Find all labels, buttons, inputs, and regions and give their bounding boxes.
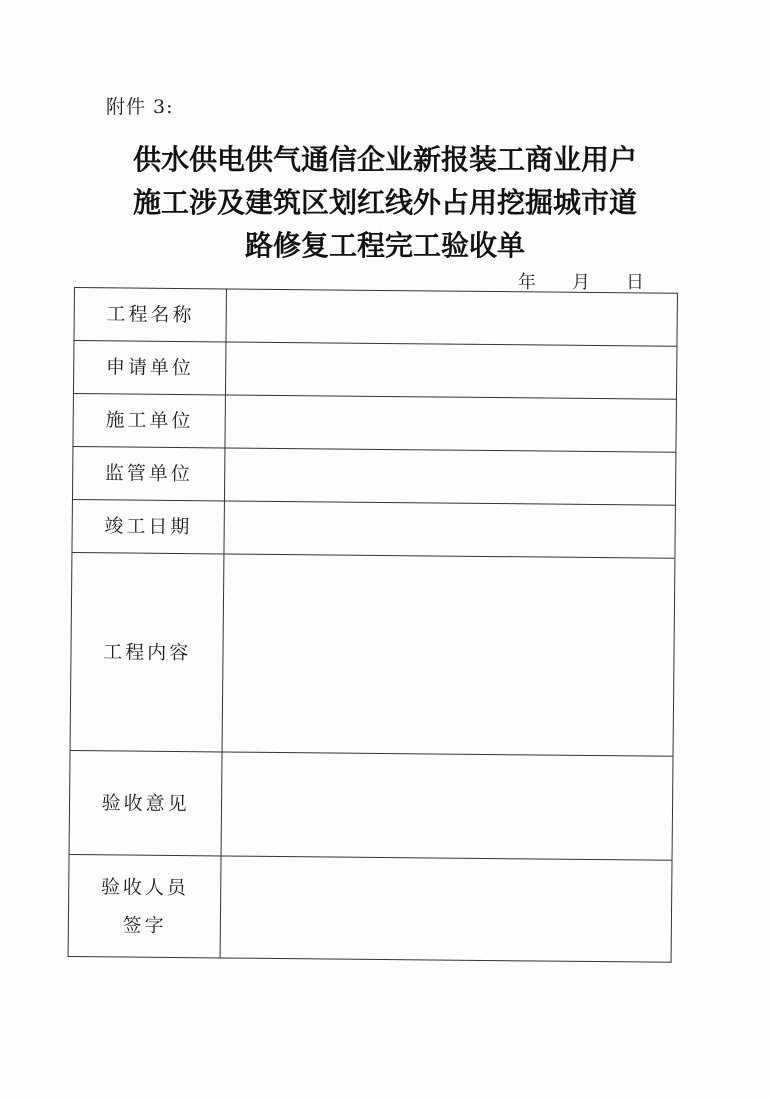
row-inspector-signature [68,854,672,962]
row-contractor [73,393,676,452]
title-line-2: 施工涉及建筑区划红线外占用挖掘城市道 [132,186,637,219]
acceptance-opinion-label: 验收意见 [69,750,222,855]
row-project-content [70,552,675,756]
inspector-signature-label [68,854,221,957]
date-day-label: 日 [626,272,644,293]
date-month-label: 月 [572,272,590,293]
attachment-label: 附件 3: [106,96,174,118]
date-year-label: 年 [518,272,536,293]
applicant-field[interactable] [226,342,677,399]
project-content-label: 工程内容 [70,552,224,751]
completion-date-field[interactable] [224,501,675,558]
signature-label-line-1: 验收人员 [100,875,190,899]
row-supervisor [72,446,675,505]
acceptance-opinion-field[interactable] [221,752,673,860]
applicant-label: 申请单位 [73,341,226,395]
project-name-field[interactable] [226,289,677,346]
row-acceptance-opinion [69,750,673,860]
supervisor-label: 监管单位 [72,446,225,500]
contractor-field[interactable] [225,395,676,452]
date-line [518,268,644,294]
supervisor-field[interactable] [225,448,676,505]
acceptance-form-table [68,287,678,963]
signature-label-line-2: 签字 [122,913,167,937]
row-project-name [74,288,677,347]
inspector-signature-field[interactable] [220,856,672,962]
row-applicant [73,341,676,400]
project-content-field[interactable] [222,554,675,756]
title-line-3: 路修复工程完工验收单 [244,229,525,262]
completion-date-label: 竣工日期 [72,499,225,553]
project-name-label: 工程名称 [74,288,227,342]
row-completion-date [72,499,675,558]
title-line-1: 供水供电供气通信企业新报装工商业用户 [132,143,637,176]
contractor-label: 施工单位 [73,393,226,447]
document-title [0,138,770,267]
